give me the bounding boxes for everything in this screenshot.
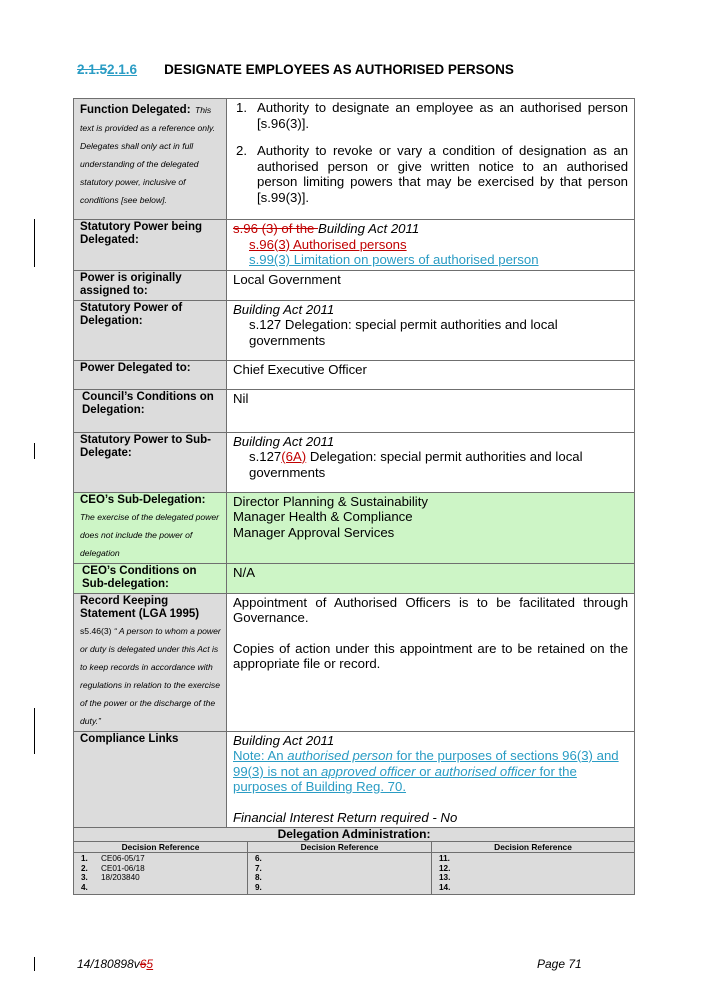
change-bar (34, 443, 35, 459)
row-power-of-delegation (74, 300, 635, 360)
footer-page-number: Page 71 (537, 957, 582, 971)
sub-delegate: Manager Health & Compliance (233, 509, 413, 524)
admin-title: Delegation Administration: (74, 828, 635, 842)
list-item: 2. Authority to revoke or vary a condition of designation as an authorised person or give written notice to an authorised person limiting powers that may be exercised by that person [s.99(3)]. (236, 143, 629, 205)
function-delegated-value (227, 99, 635, 220)
delegation-table (73, 98, 635, 895)
row-delegated-to (74, 360, 635, 389)
act-name: Building Act 2011 (318, 221, 420, 236)
power-assigned-label-cell (74, 270, 227, 300)
act-name: Building Act 2011 (233, 732, 335, 748)
list-item: 1. Authority to designate an employee as an authorised person [s.96(3)]. (236, 100, 629, 131)
sub-delegate-power-label-cell (74, 432, 227, 492)
sub-delegate-power-label: Statutory Power to Sub-Delegate: (80, 433, 211, 459)
change-bar (34, 708, 35, 754)
row-admin-refs (74, 842, 635, 895)
function-list (233, 100, 628, 205)
decision-row: 8. (255, 873, 262, 883)
statutory-power-label-cell (74, 220, 227, 271)
power-assigned-value: Local Government (227, 270, 635, 300)
admin-column-header: Decision Reference (432, 842, 634, 853)
decision-row: 1. CE06-05/17 (81, 854, 145, 863)
admin-column-header: Decision Reference (74, 842, 247, 853)
inserted-text: s.99(3) Limitation on powers of authorised person (249, 252, 539, 267)
inserted-text: s.96(3) Authorised persons (249, 236, 407, 252)
admin-column-2 (248, 842, 432, 895)
record-keeping-para: Appointment of Authorised Officers is to be facilitated through Governance. (233, 594, 629, 625)
deleted-text: s.96 (3) of the (233, 221, 319, 236)
compliance-links-value (227, 731, 635, 828)
row-ceo-sub-delegation (74, 492, 635, 563)
row-ceo-conditions (74, 563, 635, 593)
row-admin-title (74, 828, 635, 842)
heading-title: DESIGNATE EMPLOYEES AS AUTHORISED PERSONS (164, 62, 514, 77)
function-delegated-label: Function Delegated: (80, 104, 191, 116)
council-conditions-label-cell (74, 389, 227, 432)
admin-column-1 (74, 842, 248, 895)
decision-row: 12. (439, 863, 451, 873)
decision-row: 13. (439, 873, 451, 883)
row-sub-delegate-power (74, 432, 635, 492)
council-conditions-label: Council’s Conditions on Delegation: (82, 390, 214, 416)
admin-column-3 (432, 842, 635, 895)
compliance-links-label: Compliance Links (80, 732, 179, 745)
power-of-delegation-label-cell (74, 300, 227, 360)
heading-number-deleted: 2.1.5 (77, 62, 108, 77)
version-inserted: 5 (146, 957, 154, 971)
row-council-conditions (74, 389, 635, 432)
heading-number-inserted: 2.1.6 (107, 62, 138, 77)
power-of-delegation-label: Statutory Power of Delegation: (80, 301, 183, 327)
statutory-power-label: Statutory Power being Delegated: (80, 221, 203, 246)
ceo-sub-delegation-label: CEO’s Sub-Delegation: (80, 493, 206, 506)
footer-doc-ref: 14/180898v65 (77, 957, 154, 971)
decision-row: 3. 18/203840 (81, 873, 140, 883)
delegated-to-label: Power Delegated to: (80, 361, 191, 374)
record-keeping-label-cell (74, 593, 227, 731)
compliance-note: Note: An authorised person for the purposes of sections 96(3) and 99(3) is not an approved officer or authorised officer for the purposes of Building Reg. 70. (233, 748, 619, 794)
sub-delegate: Director Planning & Sustainability (233, 493, 428, 509)
statutory-power-value (227, 220, 635, 271)
record-keeping-para: Copies of action under this appointment are to be retained on the appropriate file or record. (233, 640, 629, 671)
record-keeping-ref: s5.46(3) (80, 625, 114, 636)
section-text: s.127 Delegation: special permit authorities and local governments (249, 317, 558, 348)
decision-row: 4. (81, 882, 88, 892)
ceo-sub-delegation-note: The exercise of the delegated power does not include the power of delegation (80, 511, 220, 558)
decision-row: 2. CE01-06/18 (81, 863, 145, 873)
change-bar (34, 957, 35, 971)
decision-row: 11. (439, 854, 450, 863)
decision-row: 6. (255, 854, 262, 863)
section-heading (77, 62, 514, 77)
act-name: Building Act 2011 (233, 301, 335, 317)
ceo-conditions-value: N/A (227, 563, 635, 593)
ceo-sub-delegation-label-cell (74, 492, 227, 563)
inserted-text: (6A) (281, 449, 307, 464)
financial-interest: Financial Interest Return required - No (233, 809, 458, 825)
row-compliance-links (74, 731, 635, 828)
sub-delegate: Manager Approval Services (233, 524, 395, 540)
row-power-assigned (74, 270, 635, 300)
sub-delegate-power-value: Building Act 2011 s.127(6A) Delegation: special permit authorities and local governments (227, 432, 635, 492)
act-name: Building Act 2011 (233, 433, 335, 449)
ceo-sub-delegation-value (227, 492, 635, 563)
record-keeping-note: “ A person to whom a power or duty is delegated under this Act is to keep records in accordance with regulations in relation to the exercise of the power or the discharge of the duty.” (80, 625, 221, 726)
row-record-keeping (74, 593, 635, 731)
power-assigned-label: Power is originally assigned to: (80, 271, 182, 297)
decision-row: 9. (255, 882, 262, 892)
compliance-links-label-cell (74, 731, 227, 828)
function-delegated-label-cell (74, 99, 227, 220)
change-bar (34, 219, 35, 267)
decision-row: 7. (255, 863, 262, 873)
admin-column-header: Decision Reference (248, 842, 431, 853)
version-deleted: 6 (139, 957, 147, 971)
ceo-conditions-label: CEO’s Conditions on Sub-delegation: (82, 564, 197, 590)
delegated-to-label-cell (74, 360, 227, 389)
row-function-delegated (74, 99, 635, 220)
function-delegated-note: This text is provided as a reference only. Delegates shall only act in full understanding of the delegated statutory power, inclusive of conditions [see below]. (80, 105, 216, 205)
decision-row: 14. (439, 882, 451, 892)
record-keeping-label: Record Keeping Statement (LGA 1995) (80, 594, 200, 620)
row-statutory-power (74, 220, 635, 271)
ceo-conditions-label-cell (74, 563, 227, 593)
delegated-to-value: Chief Executive Officer (227, 360, 635, 389)
record-keeping-value (227, 593, 635, 731)
power-of-delegation-value (227, 300, 635, 360)
council-conditions-value: Nil (227, 389, 635, 432)
